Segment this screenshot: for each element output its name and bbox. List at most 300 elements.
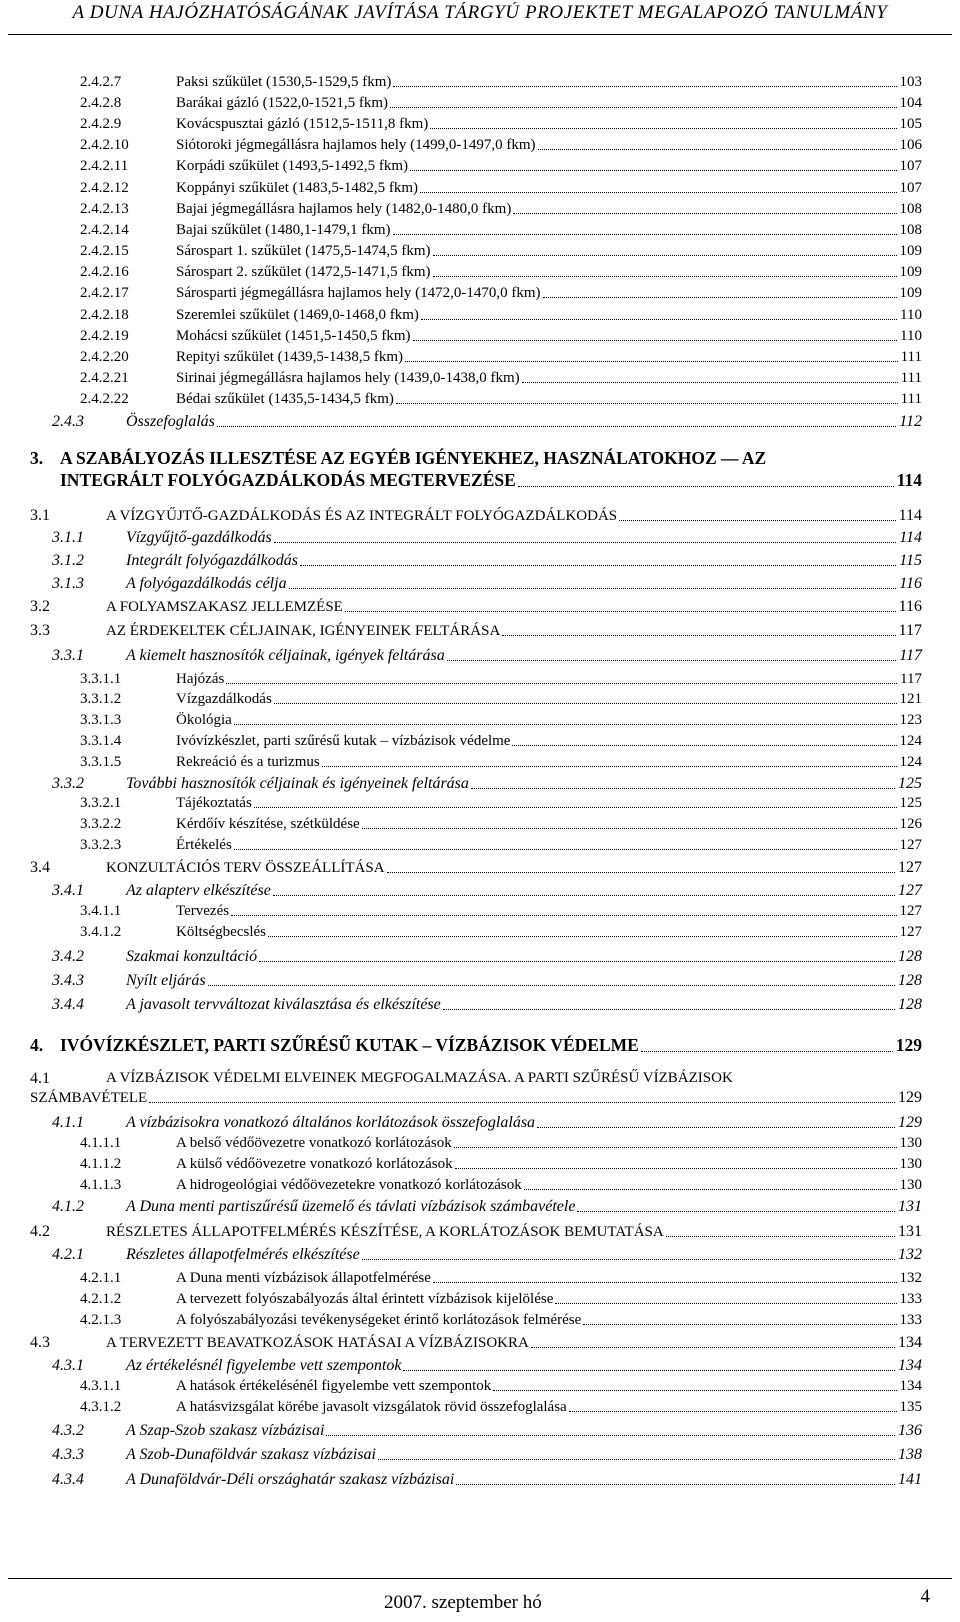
toc-entry-page: 110	[900, 328, 922, 344]
toc-entry-page: 106	[899, 137, 922, 153]
toc-entry-title: A Duna menti vízbázisok állapotfelmérése	[176, 1270, 431, 1286]
toc-entry-number: 4.3.1.2	[80, 1399, 122, 1415]
toc-entry-number: 3.3.2.2	[80, 816, 122, 832]
toc-entry[interactable]	[0, 754, 922, 771]
toc-entry-page: 104	[899, 95, 922, 111]
toc-leader-dots	[522, 382, 898, 383]
toc-entry-number: 3.3.1.3	[80, 712, 122, 728]
toc-entry[interactable]	[0, 972, 922, 990]
page-number: 4	[920, 1586, 930, 1607]
toc-entry-number: 3.3.2.1	[80, 795, 122, 811]
footer-rule	[8, 1578, 952, 1579]
toc-entry-title: Hajózás	[176, 671, 225, 687]
toc-leader-dots	[421, 319, 897, 320]
toc-leader-dots	[577, 1211, 895, 1212]
toc-leader-dots	[524, 1189, 897, 1190]
toc-entry-title: SZÁMBAVÉTELE	[30, 1090, 148, 1106]
toc-entry-page: 109	[899, 243, 922, 259]
toc-entry-page: 135	[899, 1399, 922, 1415]
toc-entry[interactable]	[0, 370, 922, 387]
toc-entry[interactable]	[0, 307, 922, 324]
toc-entry-page: 127	[898, 859, 922, 876]
toc-entry[interactable]	[0, 349, 922, 366]
toc-entry-title: A folyógazdálkodás célja	[126, 575, 287, 592]
toc-entry-title: Repityi szűkület (1439,5-1438,5 fkm)	[176, 349, 404, 365]
toc-entry-page: 131	[898, 1198, 922, 1215]
toc-entry-number: 3.4.2	[52, 948, 84, 965]
toc-leader-dots	[403, 1370, 895, 1371]
toc-leader-dots	[433, 276, 897, 277]
toc-entry-title: A vízbázisokra vonatkozó általános korlátozások összefoglalása	[126, 1114, 536, 1131]
toc-entry-page: 128	[898, 948, 922, 965]
toc-entry-number: 4.1.1.2	[80, 1156, 122, 1172]
toc-entry-page: 126	[899, 816, 922, 832]
toc-entry[interactable]	[0, 671, 922, 688]
toc-leader-dots	[537, 1127, 895, 1128]
toc-entry-title: Ökológia	[176, 712, 232, 728]
toc-entry-number: 3.4	[30, 859, 50, 876]
toc-entry-title: A SZABÁLYOZÁS ILLESZTÉSE AZ EGYÉB IGÉNYEKHEZ, HASZNÁLATOKHOZ — AZ	[60, 448, 767, 468]
toc-entry[interactable]	[0, 222, 922, 239]
toc-entry[interactable]	[0, 1312, 922, 1329]
toc-entry-title: Rekreáció és a turizmus	[176, 754, 320, 770]
toc-entry-number: 3.1.2	[52, 552, 84, 569]
toc-leader-dots	[345, 611, 896, 612]
toc-entry-number: 2.4.2.18	[80, 307, 129, 323]
toc-entry-title: Részletes állapotfelmérés elkészítése	[126, 1246, 360, 1263]
toc-entry-number: 4.2.1.2	[80, 1291, 122, 1307]
toc-entry-title: Paksi szűkület (1530,5-1529,5 fkm)	[176, 74, 392, 90]
toc-entry[interactable]	[0, 243, 922, 260]
toc-entry-title: Az alapterv elkészítése	[126, 882, 271, 899]
toc-entry-title: Szakmai konzultáció	[126, 948, 258, 965]
toc-entry[interactable]	[0, 795, 922, 812]
toc-entry-page: 115	[899, 552, 922, 569]
toc-entry-title: A Duna menti partiszűrésű üzemelő és távlati vízbázisok számbavétele	[126, 1198, 576, 1215]
toc-entry[interactable]	[0, 201, 922, 218]
toc-entry[interactable]	[0, 712, 922, 729]
toc-entry-page: 134	[898, 1357, 922, 1374]
toc-entry-page: 107	[899, 158, 922, 174]
toc-entry-number: 3.4.3	[52, 972, 84, 989]
toc-entry-page: 129	[898, 1114, 922, 1131]
toc-leader-dots	[234, 849, 897, 850]
toc-entry-number: 2.4.2.20	[80, 349, 129, 365]
toc-entry[interactable]	[0, 948, 922, 966]
toc-entry-page: 123	[899, 712, 922, 728]
toc-entry-number: 4.2	[30, 1223, 50, 1240]
toc-leader-dots	[413, 340, 898, 341]
toc-entry[interactable]	[0, 285, 922, 302]
toc-entry-page: 141	[898, 1471, 922, 1488]
toc-leader-dots	[531, 1347, 895, 1348]
toc-entry-number: 4.1.1.1	[80, 1135, 122, 1151]
toc-entry-page: 117	[899, 647, 922, 664]
toc-entry-page: 134	[898, 1334, 922, 1351]
toc-entry-page: 111	[900, 391, 922, 407]
toc-entry-page: 109	[899, 264, 922, 280]
toc-entry[interactable]	[0, 1177, 922, 1194]
toc-leader-dots	[390, 107, 896, 108]
toc-entry-number: 3.3.2	[52, 775, 84, 792]
toc-entry[interactable]	[0, 74, 922, 91]
toc-entry[interactable]	[0, 691, 922, 708]
toc-entry[interactable]	[0, 1035, 922, 1056]
toc-entry-title: Mohácsi szűkület (1451,5-1450,5 fkm)	[176, 328, 411, 344]
toc-entry-title: Költségbecslés	[176, 924, 266, 940]
toc-entry-title: Összefoglalás	[126, 413, 215, 430]
toc-entry-page: 112	[899, 413, 922, 430]
toc-entry-number: 2.4.2.12	[80, 180, 129, 196]
toc-leader-dots	[273, 895, 895, 896]
toc-entry-page: 117	[900, 671, 922, 687]
toc-leader-dots	[226, 683, 897, 684]
toc-entry-number: 4.1.1	[52, 1114, 84, 1131]
toc-entry-page: 125	[898, 775, 922, 792]
toc-entry-title: Az értékelésnél figyelembe vett szempontok	[126, 1357, 402, 1374]
toc-entry-page: 103	[899, 74, 922, 90]
toc-entry-number: 2.4.2.13	[80, 201, 129, 217]
toc-leader-dots	[322, 766, 897, 767]
header-rule	[8, 34, 952, 35]
toc-entry[interactable]	[0, 882, 922, 900]
toc-entry-page: 136	[898, 1422, 922, 1439]
toc-entry-page: 111	[900, 349, 922, 365]
toc-entry-number: 3.3.2.3	[80, 837, 122, 853]
toc-entry-page: 107	[899, 180, 922, 196]
toc-leader-dots	[274, 703, 897, 704]
toc-entry-title: A hatások értékelésénél figyelembe vett szempontok	[176, 1378, 492, 1394]
toc-entry-number: 2.4.2.21	[80, 370, 129, 386]
toc-leader-dots	[641, 1051, 893, 1052]
toc-entry-title: Tervezés	[176, 903, 230, 919]
toc-entry-title: Nyílt eljárás	[126, 972, 206, 989]
toc-entry[interactable]	[0, 1114, 922, 1132]
toc-entry-number: 4.2.1.3	[80, 1312, 122, 1328]
toc-entry-title: A külső védőövezetre vonatkozó korlátozások	[176, 1156, 453, 1172]
toc-leader-dots	[583, 1324, 896, 1325]
toc-entry-title: Bajai jégmegállásra hajlamos hely (1482,0-1480,0 fkm)	[176, 201, 512, 217]
toc-leader-dots	[362, 1259, 895, 1260]
toc-entry-number: 2.4.2.10	[80, 137, 129, 153]
toc-entry-page: 133	[899, 1291, 922, 1307]
toc-entry-title: KONZULTÁCIÓS TERV ÖSSZEÁLLÍTÁSA	[106, 860, 385, 876]
toc-entry-page: 129	[898, 1089, 922, 1106]
toc-entry-number: 2.4.2.19	[80, 328, 129, 344]
toc-entry[interactable]	[0, 264, 922, 281]
toc-leader-dots	[433, 255, 897, 256]
toc-leader-dots	[217, 426, 896, 427]
toc-entry-title: Kérdőív készítése, szétküldése	[176, 816, 360, 832]
toc-entry[interactable]	[0, 1198, 922, 1216]
toc-entry-number: 4.1.1.3	[80, 1177, 122, 1193]
toc-entry-title: Bajai szűkület (1480,1-1479,1 fkm)	[176, 222, 391, 238]
toc-entry[interactable]	[0, 859, 922, 877]
toc-entry-title: A belső védőövezetre vonatkozó korlátozások	[176, 1135, 452, 1151]
toc-entry-title: Sárospart 2. szűkület (1472,5-1471,5 fkm)	[176, 264, 431, 280]
toc-leader-dots	[555, 1303, 896, 1304]
toc-entry[interactable]	[0, 95, 922, 112]
toc-entry-number: 3.3.1.1	[80, 671, 122, 687]
toc-entry-page: 105	[899, 116, 922, 132]
toc-entry-number: 4.3.1.1	[80, 1378, 122, 1394]
running-header: A DUNA HAJÓZHATÓSÁGÁNAK JAVÍTÁSA TÁRGYÚ PROJEKTET MEGALAPOZÓ TANULMÁNY	[72, 2, 888, 23]
toc-entry-number: 2.4.2.14	[80, 222, 129, 238]
toc-entry-number: 4.2.1.1	[80, 1270, 122, 1286]
toc-entry-title: Sárospart 1. szűkület (1475,5-1474,5 fkm)	[176, 243, 431, 259]
toc-leader-dots	[454, 1147, 897, 1148]
toc-leader-dots	[393, 86, 896, 87]
toc-leader-dots	[502, 635, 895, 636]
toc-entry-page: 108	[899, 222, 922, 238]
toc-leader-dots	[259, 961, 895, 962]
toc-entry-page: 131	[898, 1223, 922, 1240]
toc-entry-title: A folyószabályozási tevékenységeket érintő korlátozások felmérése	[176, 1312, 582, 1328]
toc-entry-title: Bédai szűkület (1435,5-1434,5 fkm)	[176, 391, 394, 407]
toc-entry-number: 4.3	[30, 1334, 50, 1351]
toc-entry-page: 129	[895, 1035, 922, 1055]
toc-entry[interactable]	[0, 816, 922, 833]
toc-entry[interactable]	[0, 116, 922, 133]
toc-entry-title: Barákai gázló (1522,0-1521,5 fkm)	[176, 95, 389, 111]
toc-entry-title: Értékelés	[176, 837, 232, 853]
toc-leader-dots	[289, 588, 897, 589]
toc-leader-dots	[268, 936, 897, 937]
toc-entry-number: 3.4.4	[52, 996, 84, 1013]
toc-leader-dots	[543, 297, 897, 298]
toc-entry-title: A kiemelt hasznosítók céljainak, igények feltárása	[126, 647, 445, 664]
toc-entry-page: 117	[898, 622, 922, 639]
toc-leader-dots	[393, 234, 897, 235]
toc-leader-dots	[274, 542, 896, 543]
toc-entry-page: 130	[899, 1177, 922, 1193]
toc-leader-dots	[666, 1236, 895, 1237]
toc-entry[interactable]	[0, 1223, 922, 1241]
toc-leader-dots	[443, 1009, 895, 1010]
toc-leader-dots	[254, 807, 897, 808]
toc-leader-dots	[430, 128, 896, 129]
toc-entry[interactable]	[0, 180, 922, 197]
toc-entry-number: 3.3.1.5	[80, 754, 122, 770]
toc-entry-page: 124	[899, 754, 922, 770]
toc-leader-dots	[493, 1390, 896, 1391]
toc-entry[interactable]	[0, 1070, 922, 1087]
toc-leader-dots	[471, 788, 895, 789]
toc-entry-page: 138	[898, 1446, 922, 1463]
toc-entry-page: 110	[900, 307, 922, 323]
toc-entry-number: 2.4.2.22	[80, 391, 129, 407]
toc-entry-number: 3.	[30, 448, 44, 468]
toc-leader-dots	[518, 486, 894, 487]
toc-entry-number: 3.3.1	[52, 647, 84, 664]
toc-leader-dots	[396, 403, 898, 404]
toc-entry-page: 116	[899, 575, 922, 592]
toc-entry[interactable]	[0, 391, 922, 408]
toc-leader-dots	[619, 520, 895, 521]
toc-entry[interactable]	[0, 924, 922, 941]
toc-entry-number: 2.4.2.16	[80, 264, 129, 280]
toc-entry-title: Tájékoztatás	[176, 795, 252, 811]
toc-entry[interactable]	[0, 1357, 922, 1375]
toc-entry[interactable]	[0, 470, 922, 491]
toc-entry[interactable]	[0, 507, 922, 525]
toc-entry-title: Koppányi szűkület (1483,5-1482,5 fkm)	[176, 180, 419, 196]
toc-entry[interactable]	[0, 598, 922, 616]
toc-entry-title: AZ ÉRDEKELTEK CÉLJAINAK, IGÉNYEINEK FELTÁRÁSA	[106, 623, 501, 639]
toc-entry-number: 4.3.1	[52, 1357, 84, 1374]
toc-entry[interactable]	[0, 413, 922, 431]
toc-entry[interactable]	[0, 622, 922, 640]
toc-entry-title: A Szap-Szob szakasz vízbázisai	[126, 1422, 325, 1439]
toc-entry-number: 4.3.2	[52, 1422, 84, 1439]
toc-entry-number: 3.1.1	[52, 529, 84, 546]
toc-entry-page: 130	[899, 1135, 922, 1151]
toc-entry-page: 111	[900, 370, 922, 386]
toc-entry[interactable]	[0, 137, 922, 154]
toc-leader-dots	[378, 1459, 895, 1460]
toc-entry[interactable]	[0, 1422, 922, 1440]
toc-entry-page: 132	[898, 1246, 922, 1263]
toc-entry-number: 3.3	[30, 622, 50, 639]
toc-entry[interactable]	[0, 1089, 922, 1107]
toc-entry-page: 114	[896, 470, 922, 490]
toc-entry[interactable]	[0, 647, 922, 665]
toc-entry-title: Ivóvízkészlet, parti szűrésű kutak – vízbázisok védelme	[176, 733, 511, 749]
toc-entry-number: 3.4.1	[52, 882, 84, 899]
toc-entry-title: INTEGRÁLT FOLYÓGAZDÁLKODÁS MEGTERVEZÉSE	[60, 470, 516, 490]
toc-entry-page: 124	[899, 733, 922, 749]
toc-entry-page: 116	[898, 598, 922, 615]
toc-leader-dots	[326, 1435, 895, 1436]
toc-entry-number: 2.4.2.15	[80, 243, 129, 259]
toc-entry-title: A javasolt tervváltozat kiválasztása és elkészítése	[126, 996, 441, 1013]
toc-leader-dots	[513, 213, 896, 214]
toc-entry-title: RÉSZLETES ÁLLAPOTFELMÉRÉS KÉSZÍTÉSE, A KORLÁTOZÁSOK BEMUTATÁSA	[106, 1224, 664, 1240]
toc-leader-dots	[300, 565, 896, 566]
toc-entry-number: 2.4.2.8	[80, 95, 122, 111]
toc-entry[interactable]	[0, 1399, 922, 1416]
toc-leader-dots	[234, 724, 897, 725]
toc-entry[interactable]	[0, 1471, 922, 1489]
toc-entry[interactable]	[0, 733, 922, 750]
toc-entry-number: 3.4.1.1	[80, 903, 122, 919]
toc-entry-number: 3.3.1.2	[80, 691, 122, 707]
footer-date: 2007. szeptember hó	[384, 1592, 542, 1613]
toc-leader-dots	[433, 1282, 897, 1283]
toc-entry-title: A VÍZGYŰJTŐ-GAZDÁLKODÁS ÉS AZ INTEGRÁLT FOLYÓGAZDÁLKODÁS	[106, 508, 618, 524]
toc-entry-title: Sárosparti jégmegállásra hajlamos hely (1472,0-1470,0 fkm)	[176, 285, 541, 301]
toc-entry[interactable]	[0, 1156, 922, 1173]
toc-entry-title: Korpádi szűkület (1493,5-1492,5 fkm)	[176, 158, 409, 174]
toc-entry[interactable]	[0, 552, 922, 570]
toc-entry-number: 2.4.2.7	[80, 74, 122, 90]
toc-entry-title: A hatásvizsgálat körébe javasolt vizsgálatok rövid összefoglalása	[176, 1399, 567, 1415]
toc-entry-title: Vízgazdálkodás	[176, 691, 272, 707]
toc-entry[interactable]	[0, 1291, 922, 1308]
toc-entry[interactable]	[0, 996, 922, 1014]
toc-leader-dots	[456, 1484, 895, 1485]
toc-entry[interactable]	[0, 837, 922, 854]
toc-entry-page: 127	[899, 837, 922, 853]
toc-entry-page: 130	[899, 1156, 922, 1172]
toc-entry-number: 4.2.1	[52, 1246, 84, 1263]
toc-entry[interactable]	[0, 1270, 922, 1287]
toc-leader-dots	[538, 149, 897, 150]
toc-entry[interactable]	[0, 158, 922, 175]
toc-leader-dots	[569, 1411, 897, 1412]
toc-entry[interactable]	[0, 448, 922, 469]
toc-leader-dots	[149, 1102, 895, 1103]
toc-entry-number: 3.2	[30, 598, 50, 615]
toc-entry-page: 127	[898, 882, 922, 899]
toc-entry[interactable]	[0, 903, 922, 920]
toc-entry-title: További hasznosítók céljainak és igényeinek feltárása	[126, 775, 469, 792]
toc-entry-number: 3.3.1.4	[80, 733, 122, 749]
toc-entry[interactable]	[0, 775, 922, 793]
toc-entry-page: 108	[899, 201, 922, 217]
toc-leader-dots	[512, 745, 896, 746]
toc-entry[interactable]	[0, 1246, 922, 1264]
toc-entry-title: A hidrogeológiai védőövezetekre vonatkozó korlátozások	[176, 1177, 522, 1193]
toc-entry-page: 127	[899, 903, 922, 919]
toc-leader-dots	[231, 915, 896, 916]
toc-entry-title: Szeremlei szűkület (1469,0-1468,0 fkm)	[176, 307, 419, 323]
toc-leader-dots	[455, 1168, 897, 1169]
toc-entry-number: 4.	[30, 1035, 44, 1055]
toc-entry-page: 134	[899, 1378, 922, 1394]
toc-entry-page: 132	[899, 1270, 922, 1286]
toc-entry[interactable]	[0, 1135, 922, 1152]
toc-entry[interactable]	[0, 529, 922, 547]
toc-entry-page: 133	[899, 1312, 922, 1328]
toc-entry-number: 3.1	[30, 507, 50, 524]
toc-entry-number: 4.1.2	[52, 1198, 84, 1215]
toc-entry-page: 128	[898, 996, 922, 1013]
toc-entry-number: 2.4.3	[52, 413, 84, 430]
toc-entry[interactable]	[0, 1334, 922, 1352]
toc-entry-title: A FOLYAMSZAKASZ JELLEMZÉSE	[106, 599, 343, 615]
toc-entry-title: IVÓVÍZKÉSZLET, PARTI SZŰRÉSŰ KUTAK – VÍZBÁZISOK VÉDELME	[60, 1035, 639, 1055]
toc-entry-number: 4.3.4	[52, 1471, 84, 1488]
toc-entry[interactable]	[0, 328, 922, 345]
toc-leader-dots	[208, 985, 895, 986]
toc-entry-title: Sirinai jégmegállásra hajlamos hely (1439,0-1438,0 fkm)	[176, 370, 520, 386]
toc-leader-dots	[387, 872, 895, 873]
toc-leader-dots	[420, 192, 896, 193]
toc-entry[interactable]	[0, 575, 922, 593]
toc-leader-dots	[447, 660, 896, 661]
toc-entry-page: 114	[898, 507, 922, 524]
toc-entry-number: 2.4.2.9	[80, 116, 122, 132]
toc-entry-title: Vízgyűjtő-gazdálkodás	[126, 529, 272, 546]
toc-entry-title: Siótoroki jégmegállásra hajlamos hely (1499,0-1497,0 fkm)	[176, 137, 536, 153]
toc-leader-dots	[362, 828, 897, 829]
toc-entry-title: A Szob-Dunaföldvár szakasz vízbázisai	[126, 1446, 376, 1463]
toc-entry-page: 121	[899, 691, 922, 707]
toc-entry[interactable]	[0, 1378, 922, 1395]
toc-entry-page: 127	[899, 924, 922, 940]
toc-entry-page: 109	[899, 285, 922, 301]
toc-entry[interactable]	[0, 1446, 922, 1464]
toc-entry-number: 3.1.3	[52, 575, 84, 592]
toc-entry-title: A VÍZBÁZISOK VÉDELMI ELVEINEK MEGFOGALMAZÁSA. A PARTI SZŰRÉSŰ VÍZBÁZISOK	[106, 1070, 733, 1086]
toc-entry-number: 3.4.1.2	[80, 924, 122, 940]
toc-entry-page: 125	[899, 795, 922, 811]
toc-entry-title: A TERVEZETT BEAVATKOZÁSOK HATÁSAI A VÍZBÁZISOKRA	[106, 1335, 529, 1351]
toc-entry-number: 4.1	[30, 1070, 50, 1087]
toc-entry-number: 2.4.2.17	[80, 285, 129, 301]
toc-entry-title: Integrált folyógazdálkodás	[126, 552, 298, 569]
